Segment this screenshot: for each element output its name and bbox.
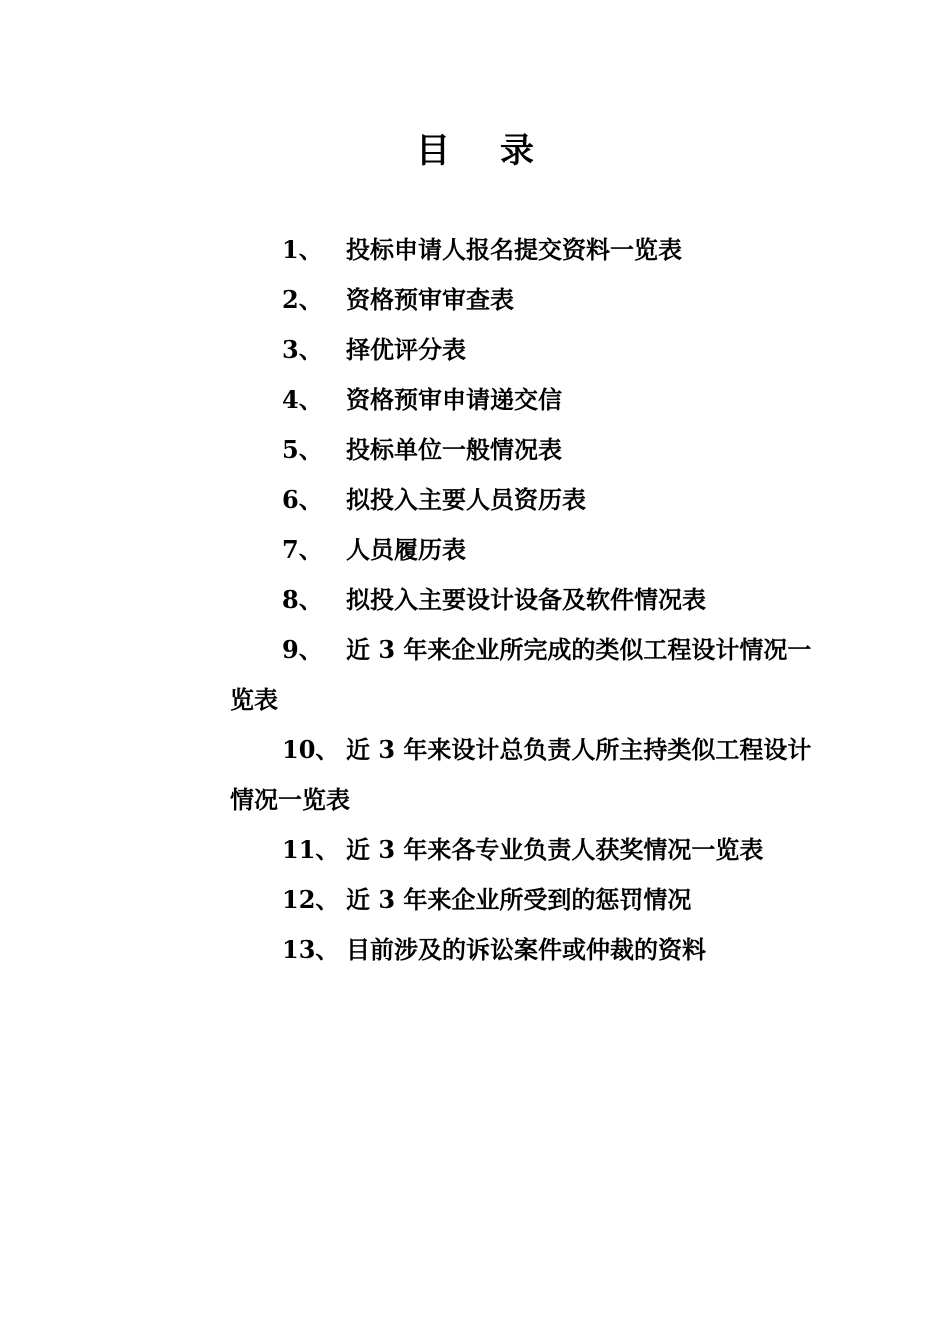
- toc-item-text: 资格预审申请递交信: [346, 385, 562, 414]
- toc-item: [230, 725, 820, 825]
- toc-item-text: 人员履历表: [346, 535, 466, 564]
- toc-item: [230, 475, 820, 525]
- toc-item-number: 6、: [282, 485, 323, 514]
- toc-item: [230, 825, 820, 875]
- toc-item-text: 拟投入主要设计设备及软件情况表: [346, 585, 706, 614]
- toc-item: [230, 325, 820, 375]
- toc-item-number: 12、: [282, 885, 340, 914]
- toc-item-number: 8、: [282, 585, 323, 614]
- toc-item-number: 5、: [282, 435, 323, 464]
- table-of-contents: [230, 225, 820, 975]
- toc-item: [230, 525, 820, 575]
- toc-item-text: 资格预审审查表: [346, 285, 514, 314]
- toc-item: [230, 225, 820, 275]
- toc-item-number: 3、: [282, 335, 323, 364]
- toc-item-text: 投标申请人报名提交资料一览表: [346, 235, 682, 264]
- toc-item-number: 1、: [282, 235, 323, 264]
- toc-item: [230, 875, 820, 925]
- toc-item-text: 择优评分表: [346, 335, 466, 364]
- toc-item: [230, 375, 820, 425]
- toc-item: [230, 275, 820, 325]
- toc-item-number: 13、: [282, 935, 340, 964]
- toc-item-number: 11、: [282, 835, 340, 864]
- toc-item-text: 拟投入主要人员资历表: [346, 485, 586, 514]
- toc-item: [230, 925, 820, 975]
- toc-item-number: 2、: [282, 285, 323, 314]
- title-char-2: 录: [500, 131, 534, 171]
- toc-item-text: 近 3 年来企业所受到的惩罚情况: [346, 885, 692, 914]
- toc-item-text: 目前涉及的诉讼案件或仲裁的资料: [346, 935, 706, 964]
- page-title: [0, 126, 950, 176]
- toc-item-text: 近 3 年来设计总负责人所主持类似工程设计情况一览表: [230, 735, 812, 814]
- toc-item-number: 4、: [282, 385, 323, 414]
- toc-item: [230, 425, 820, 475]
- title-char-1: 目: [416, 131, 450, 171]
- toc-item-number: 9、: [282, 635, 323, 664]
- toc-item-number: 7、: [282, 535, 323, 564]
- toc-item: [230, 575, 820, 625]
- toc-item-text: 投标单位一般情况表: [346, 435, 562, 464]
- toc-item: [230, 625, 820, 725]
- toc-item-text: 近 3 年来企业所完成的类似工程设计情况一览表: [230, 635, 812, 714]
- toc-item-text: 近 3 年来各专业负责人获奖情况一览表: [346, 835, 764, 864]
- toc-item-number: 10、: [282, 735, 340, 764]
